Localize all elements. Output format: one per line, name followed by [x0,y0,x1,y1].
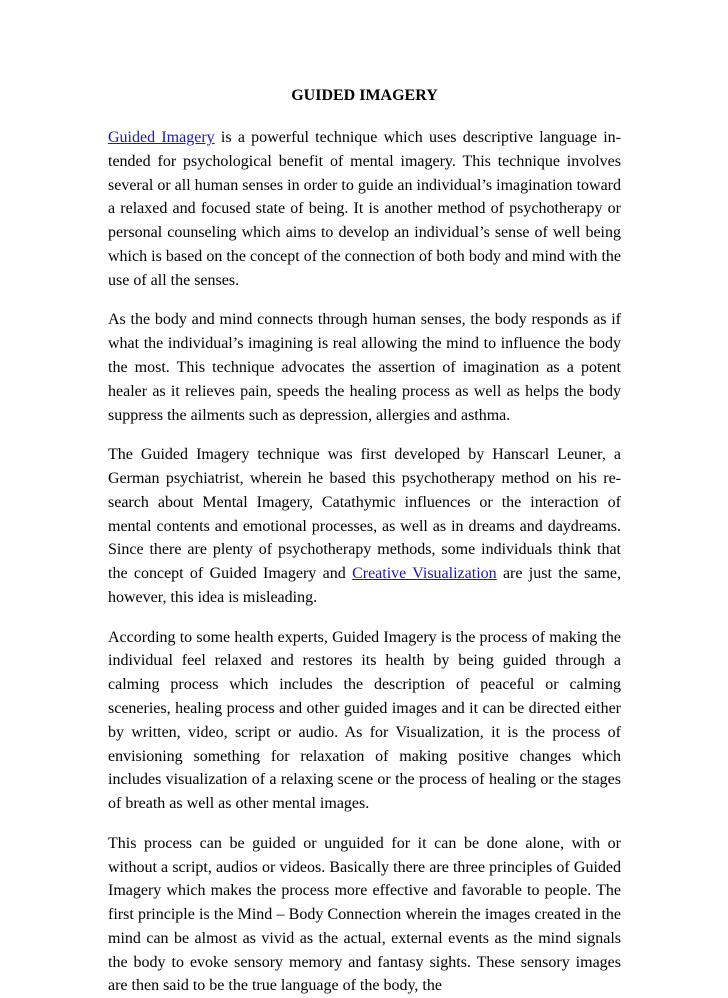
document-title: GUIDED IMAGERY [291,87,438,104]
paragraph-intro-text: is a powerful technique which uses descriptive language intended for psychological benefit of mental imagery. This technique involves several or all human senses in order to guide an individual’s imagination toward a relaxed and focused state of being. It is another method of psychotherapy or personal counseling which aims to develop an individual’s sense of well being which is based on the concept of the connection of both body and mind with the use of all the senses. [108,129,621,289]
paragraph-experts: According to some health experts, Guided Imagery is the process of making the individual feel relaxed and restores its health by being guided through a calming process which includes the description of peaceful or calming sceneries, healing process and other guided images and it can be directed either by written, video, script or audio. As for Visualization, it is the process of envisioning something for relaxation of making positive changes which includes visualization of a relaxing scene or the process of healing or the stages of breath as well as other mental images. [108,628,621,813]
guided-imagery-link[interactable]: Guided Imagery [108,129,215,146]
paragraph-senses: As the body and mind connects through human senses, the body responds as if what the individual’s imagining is real allowing the mind to influence the body the most. This technique advocates the assertion of imagination as a potent healer as it relieves pain, speeds the healing process as well as helps the body suppress the ailments such as depression, allergies and asthma. [108,311,621,424]
paragraph-history [108,443,621,610]
paragraph-intro [108,126,621,293]
paragraph-history-text-end: are just the same, however, this idea is misleading. [108,565,621,606]
paragraph-principles: This process can be guided or unguided for it can be done alone, with or without a script, audios or videos. Basically there are three principles of Guided Imagery which makes the process more effective and favorable to people. The first principle is the Mind – Body Connection wherein the images created in the mind can be almost as vivid as the actual, external events as the mind signals the body to evoke sensory memory and fantasy sights. These sensory images are then said to be the true language of the body, the [108,834,621,995]
creative-visualization-link[interactable]: Creative Visualization [352,565,497,583]
paragraph-history-text-start: The Guided Imagery technique was first developed by Hanscarl Leuner, a German psychiatrist, wherein he based this psychotherapy method on his research about Mental Imagery, Catathymic influences or the interaction of mental contents and emotional processes, as well as in dreams and daydreams. Since there are plenty of psychotherapy methods, some individuals think that the concept of Guided Imagery and [108,446,621,583]
